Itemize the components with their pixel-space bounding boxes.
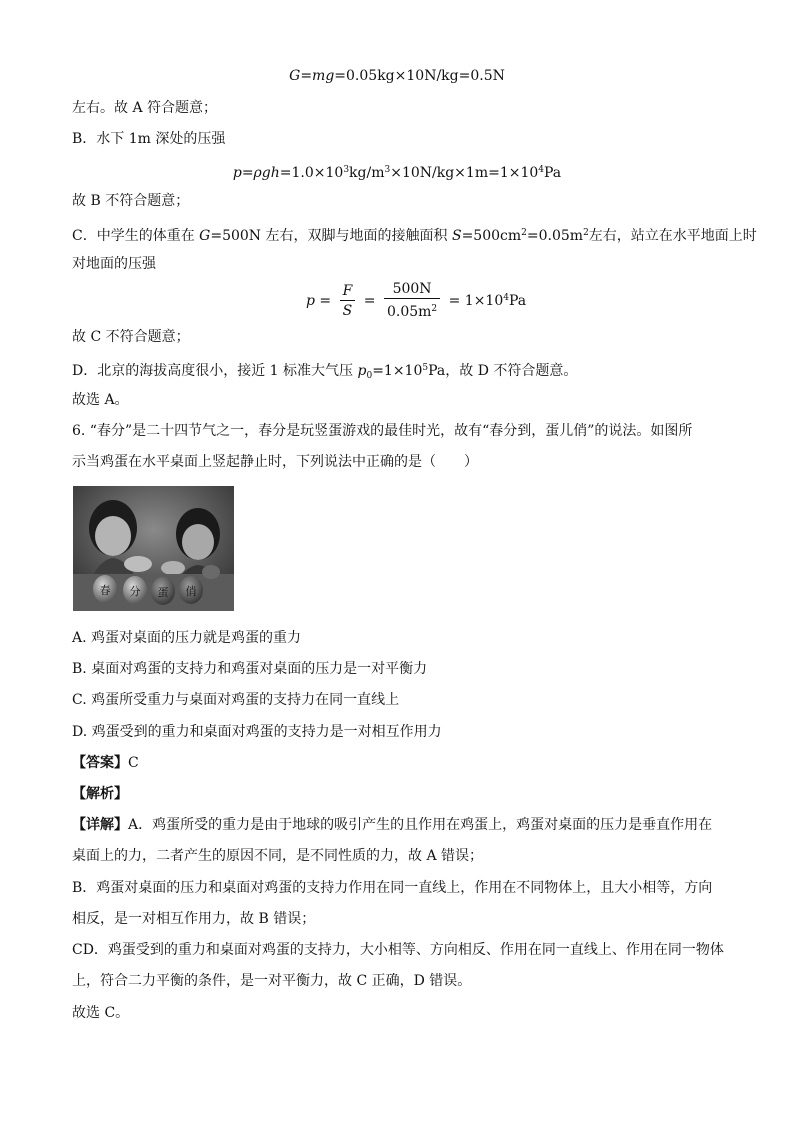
text-part: =500cm (461, 228, 522, 244)
symbol-g: G (289, 68, 301, 84)
detail-text: B．鸡蛋对桌面的压力和桌面对鸡蛋的支持力作用在同一直线上，作用在不同物体上，且大小相等，方向 (72, 880, 713, 896)
exponent: 3 (343, 165, 350, 175)
egg-char: 蛋 (157, 586, 169, 599)
symbol-p: p (232, 165, 242, 181)
text-part: =1×10 (372, 363, 423, 379)
option-c: C. 鸡蛋所受重力与桌面对鸡蛋的支持力在同一直线上 (72, 692, 400, 708)
exponent: 2 (583, 228, 589, 238)
text-line (72, 223, 757, 246)
egg-char: 分 (129, 585, 141, 598)
text-line: 对地面的压强 (72, 256, 156, 272)
formula-pressure-student (306, 280, 526, 322)
question-6-text: 示当鸡蛋在水平桌面上竖起静止时，下列说法中正确的是（ ） (72, 454, 478, 470)
text-line (72, 358, 577, 386)
fraction-denominator: S (342, 302, 353, 319)
text-line: 左右。故 A 符合题意； (72, 100, 218, 116)
analysis-line (72, 784, 128, 804)
text-part: 左右，站立在水平地面上时 (588, 228, 757, 244)
text-part: Pa，故 D 不符合题意。 (428, 363, 578, 379)
egg-char: 春 (99, 584, 111, 597)
detail-text: 故选 C。 (72, 1005, 130, 1021)
fraction-numerator: F (340, 282, 356, 301)
question-6-text: 6. “春分”是二十四节气之一，春分是玩竖蛋游戏的最佳时光，故有“春分到，蛋儿俏”的说法。如图所 (72, 423, 693, 439)
unit: Pa (508, 293, 527, 309)
equals-sign: = (363, 293, 376, 309)
text-part: C．中学生的体重在 (72, 228, 195, 244)
detail-text: A．鸡蛋所受的重力是由于地球的吸引产生的且作用在鸡蛋上，鸡蛋对桌面的压力是垂直作用在 (128, 817, 713, 833)
exponent: 5 (422, 363, 429, 373)
fraction-numerator: 500N (384, 280, 440, 299)
formula-result: = 1×10 (448, 293, 504, 309)
symbol-p0: p (357, 363, 367, 379)
formula-part: Pa (544, 165, 562, 181)
option-a: A. 鸡蛋对桌面的压力就是鸡蛋的重力 (72, 630, 302, 646)
text-line: 故选 A。 (72, 392, 129, 408)
text-part: =500N 左右，双脚与地面的接触面积 (210, 228, 448, 244)
exponent: 2 (431, 304, 438, 314)
detail-line (72, 815, 712, 835)
answer-line (72, 753, 139, 773)
formula-weight: G=mg=0.05kg×10N/kg=0.5N (289, 68, 505, 84)
subscript: 0 (366, 371, 373, 381)
exponent: 2 (521, 228, 527, 238)
option-d: D. 鸡蛋受到的重力和桌面对鸡蛋的支持力是一对相互作用力 (72, 724, 442, 740)
fraction-values (384, 280, 440, 322)
text-part: D．北京的海拔高度很小，接近 1 标准大气压 (72, 363, 354, 379)
answer-tag: 【答案】 (72, 755, 128, 771)
text-part: =0.05m (526, 228, 584, 244)
symbol-s: S (451, 228, 462, 244)
answer-value: C (128, 755, 139, 771)
exponent: 4 (503, 293, 509, 303)
formula-part: kg/m (349, 165, 385, 181)
egg-photo-graphic (73, 486, 234, 611)
exponent: 4 (538, 165, 545, 175)
analysis-tag: 【解析】 (72, 786, 128, 802)
text-line: 故 B 不符合题意； (72, 193, 190, 209)
formula-part: =1.0×10 (279, 165, 344, 181)
formula-pressure-water: $p=\rho gh=1.0\times 10^3kg/m^3\times 10N/kg\times 1m=1\times 10^4Pa$ (232, 165, 562, 181)
egg-char: 俏 (185, 585, 197, 598)
option-b: B. 桌面对鸡蛋的支持力和鸡蛋对桌面的压力是一对平衡力 (72, 661, 428, 677)
denominator-value: 0.05m (386, 304, 432, 320)
fraction-f-over-s (340, 282, 356, 321)
detail-text: CD．鸡蛋受到的重力和桌面对鸡蛋的支持力，大小相等、方向相反、作用在同一直线上、作用在同一物体 (72, 942, 724, 958)
symbol-rho-gh: ρgh (253, 165, 280, 181)
equals-sign: = (319, 293, 332, 309)
formula-weight-calc: =0.05kg×10N/kg=0.5N (334, 68, 505, 84)
egg-standing-photo (73, 486, 234, 611)
detail-text: 桌面上的力，二者产生的原因不同，是不同性质的力，故 A 错误； (72, 848, 484, 864)
formula-part: ×10N/kg×1m=1×10 (390, 165, 539, 181)
symbol-mg: mg (312, 68, 335, 84)
detail-text: 上，符合二力平衡的条件，是一对平衡力，故 C 正确，D 错误。 (72, 973, 472, 989)
text-line: B．水下 1m 深处的压强 (72, 131, 226, 147)
fraction-denominator (384, 299, 440, 322)
symbol-p: p (306, 293, 315, 309)
text-line: 故 C 不符合题意； (72, 329, 190, 345)
symbol-g: G (199, 228, 211, 244)
detail-tag: 【详解】 (72, 817, 128, 833)
exponent: 3 (384, 165, 391, 175)
detail-text: 相反，是一对相互作用力，故 B 错误； (72, 911, 316, 927)
